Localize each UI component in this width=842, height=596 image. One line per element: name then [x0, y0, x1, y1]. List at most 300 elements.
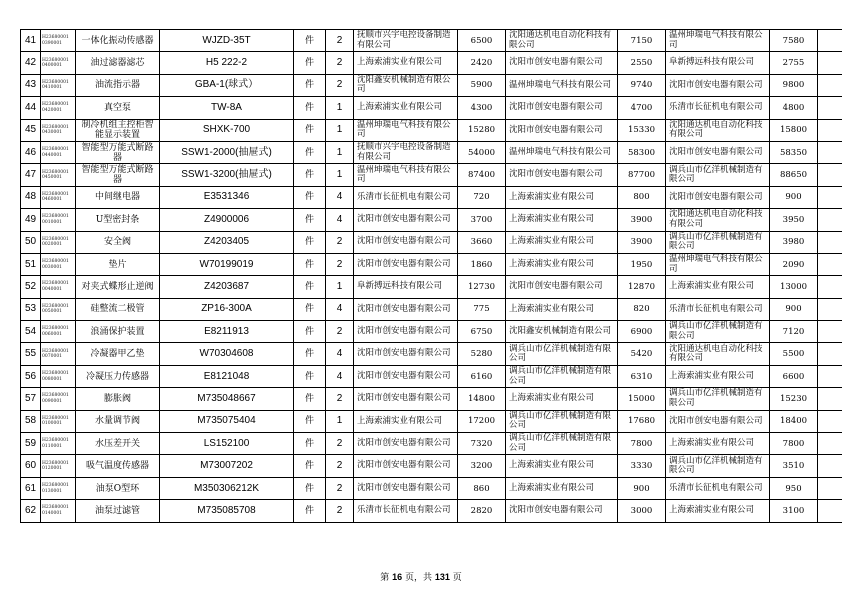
price-2: 87700 [618, 164, 666, 186]
table-row [21, 388, 842, 410]
supplier-1: 上海索浦实业有限公司 [354, 97, 458, 119]
item-model: M350306212K [160, 477, 294, 499]
item-unit: 件 [294, 388, 326, 410]
item-quantity: 2 [326, 231, 354, 253]
material-code: H23680001 0040001 [41, 276, 76, 298]
price-1: 720 [458, 186, 506, 208]
item-unit: 件 [294, 74, 326, 96]
supplier-3: 温州坤瑞电气科技有限公司 [666, 30, 770, 52]
row-number: 45 [21, 119, 41, 141]
item-quantity: 2 [326, 433, 354, 455]
empty-cell [818, 365, 842, 387]
empty-cell [818, 119, 842, 141]
material-code: H23680001 0140001 [41, 500, 76, 522]
price-1: 860 [458, 477, 506, 499]
item-model: W70199019 [160, 253, 294, 275]
supplier-1: 阜新搏远科技有限公司 [354, 276, 458, 298]
price-3: 7800 [770, 433, 818, 455]
item-name: 冷凝器甲乙垫 [76, 343, 160, 365]
row-number: 58 [21, 410, 41, 432]
row-number: 61 [21, 477, 41, 499]
supplier-3: 上海索浦实业有限公司 [666, 433, 770, 455]
item-quantity: 1 [326, 97, 354, 119]
table-row [21, 276, 842, 298]
table-row [21, 141, 842, 163]
price-3: 5500 [770, 343, 818, 365]
item-quantity: 2 [326, 455, 354, 477]
row-number: 57 [21, 388, 41, 410]
table-row [21, 209, 842, 231]
supplier-2: 调兵山市亿洋机械制造有限公司 [506, 365, 618, 387]
material-code: H23680001 0120001 [41, 455, 76, 477]
item-unit: 件 [294, 276, 326, 298]
supplier-2: 沈阳市创安电器有限公司 [506, 119, 618, 141]
row-number: 47 [21, 164, 41, 186]
item-model: E8211913 [160, 321, 294, 343]
supplier-2: 沈阳通达机电自动化科技有限公司 [506, 30, 618, 52]
item-name: 硅整流二极管 [76, 298, 160, 320]
item-unit: 件 [294, 500, 326, 522]
material-code: H23680001 0440001 [41, 141, 76, 163]
item-unit: 件 [294, 433, 326, 455]
supplier-3: 调兵山市亿洋机械制造有限公司 [666, 455, 770, 477]
item-model: E8121048 [160, 365, 294, 387]
item-model: GBA-1(球式） [160, 74, 294, 96]
supplier-1: 沈阳市创安电器有限公司 [354, 433, 458, 455]
item-model: W70304608 [160, 343, 294, 365]
item-unit: 件 [294, 298, 326, 320]
material-code: H23680001 0110001 [41, 433, 76, 455]
table-row [21, 433, 842, 455]
supplier-3: 乐清市长征机电有限公司 [666, 298, 770, 320]
supplier-2: 上海索浦实业有限公司 [506, 231, 618, 253]
price-3: 3950 [770, 209, 818, 231]
price-2: 3900 [618, 209, 666, 231]
price-3: 7580 [770, 30, 818, 52]
item-model: Z4203687 [160, 276, 294, 298]
empty-cell [818, 500, 842, 522]
page-footer [0, 570, 842, 583]
supplier-3: 阜新搏远科技有限公司 [666, 52, 770, 74]
material-code: H23680001 0450001 [41, 164, 76, 186]
supplier-2: 上海索浦实业有限公司 [506, 388, 618, 410]
material-code: H23680001 0410001 [41, 74, 76, 96]
item-quantity: 1 [326, 164, 354, 186]
item-model: E3531346 [160, 186, 294, 208]
item-unit: 件 [294, 343, 326, 365]
table-row [21, 74, 842, 96]
item-name: 水量调节阀 [76, 410, 160, 432]
table-row [21, 119, 842, 141]
price-3: 3100 [770, 500, 818, 522]
item-unit: 件 [294, 186, 326, 208]
price-3: 900 [770, 298, 818, 320]
row-number: 54 [21, 321, 41, 343]
price-1: 2420 [458, 52, 506, 74]
supplier-2: 上海索浦实业有限公司 [506, 186, 618, 208]
item-name: 吸气温度传感器 [76, 455, 160, 477]
item-model: Z4900006 [160, 209, 294, 231]
price-2: 4700 [618, 97, 666, 119]
supplier-1: 上海索浦实业有限公司 [354, 410, 458, 432]
price-1: 54000 [458, 141, 506, 163]
material-code: H23680001 0030001 [41, 253, 76, 275]
empty-cell [818, 298, 842, 320]
item-name: 智能型万能式断路器 [76, 164, 160, 186]
price-3: 3510 [770, 455, 818, 477]
supplier-2: 沈阳市创安电器有限公司 [506, 164, 618, 186]
supplier-1: 沈阳市创安电器有限公司 [354, 477, 458, 499]
price-2: 7150 [618, 30, 666, 52]
empty-cell [818, 433, 842, 455]
supplier-1: 沈阳市创安电器有限公司 [354, 365, 458, 387]
item-quantity: 2 [326, 321, 354, 343]
material-code: H23680001 0130001 [41, 477, 76, 499]
item-model: TW-8A [160, 97, 294, 119]
item-unit: 件 [294, 365, 326, 387]
price-3: 2090 [770, 253, 818, 275]
item-unit: 件 [294, 52, 326, 74]
item-quantity: 2 [326, 30, 354, 52]
supplier-3: 调兵山市亿洋机械制造有限公司 [666, 321, 770, 343]
empty-cell [818, 477, 842, 499]
empty-cell [818, 209, 842, 231]
supplier-1: 沈阳市创安电器有限公司 [354, 253, 458, 275]
current-page: 16 [392, 572, 403, 582]
item-model: WJZD-35T [160, 30, 294, 52]
row-number: 55 [21, 343, 41, 365]
supplier-3: 上海索浦实业有限公司 [666, 500, 770, 522]
item-quantity: 4 [326, 209, 354, 231]
item-name: 水压差开关 [76, 433, 160, 455]
table-row [21, 52, 842, 74]
supplier-2: 沈阳市创安电器有限公司 [506, 500, 618, 522]
price-3: 900 [770, 186, 818, 208]
supplier-3: 调兵山市亿洋机械制造有限公司 [666, 388, 770, 410]
item-name: 垫片 [76, 253, 160, 275]
supplier-1: 温州坤瑞电气科技有限公司 [354, 119, 458, 141]
row-number: 62 [21, 500, 41, 522]
supplier-1: 沈阳市创安电器有限公司 [354, 455, 458, 477]
supplier-3: 沈阳通达机电自动化科技有限公司 [666, 119, 770, 141]
supplier-1: 沈阳市创安电器有限公司 [354, 321, 458, 343]
item-quantity: 2 [326, 74, 354, 96]
item-unit: 件 [294, 141, 326, 163]
empty-cell [818, 30, 842, 52]
item-model: M735048667 [160, 388, 294, 410]
item-model: M735085708 [160, 500, 294, 522]
price-1: 17200 [458, 410, 506, 432]
price-1: 6160 [458, 365, 506, 387]
price-2: 820 [618, 298, 666, 320]
item-quantity: 1 [326, 276, 354, 298]
table-row [21, 298, 842, 320]
supplier-1: 乐清市长征机电有限公司 [354, 186, 458, 208]
price-1: 2820 [458, 500, 506, 522]
price-1: 12730 [458, 276, 506, 298]
price-2: 900 [618, 477, 666, 499]
price-2: 2550 [618, 52, 666, 74]
price-1: 1860 [458, 253, 506, 275]
supplier-2: 沈阳市创安电器有限公司 [506, 52, 618, 74]
supplier-2: 上海索浦实业有限公司 [506, 253, 618, 275]
supplier-1: 抚顺市兴宇电控设备制造有限公司 [354, 30, 458, 52]
item-unit: 件 [294, 477, 326, 499]
price-3: 950 [770, 477, 818, 499]
supplier-2: 上海索浦实业有限公司 [506, 209, 618, 231]
price-3: 15230 [770, 388, 818, 410]
material-code: H23680001 0460001 [41, 186, 76, 208]
empty-cell [818, 141, 842, 163]
item-name: 安全阀 [76, 231, 160, 253]
row-number: 56 [21, 365, 41, 387]
price-1: 5900 [458, 74, 506, 96]
price-1: 3200 [458, 455, 506, 477]
price-2: 1950 [618, 253, 666, 275]
item-model: ZP16-300A [160, 298, 294, 320]
empty-cell [818, 321, 842, 343]
supplier-3: 调兵山市亿洋机械制造有限公司 [666, 164, 770, 186]
price-2: 9740 [618, 74, 666, 96]
supplier-3: 沈阳通达机电自动化科技有限公司 [666, 343, 770, 365]
table-row [21, 365, 842, 387]
empty-cell [818, 343, 842, 365]
row-number: 46 [21, 141, 41, 163]
supplier-3: 沈阳市创安电器有限公司 [666, 74, 770, 96]
material-code: H23680001 0090001 [41, 388, 76, 410]
supplier-3: 温州坤瑞电气科技有限公司 [666, 253, 770, 275]
item-name: 膨胀阀 [76, 388, 160, 410]
row-number: 52 [21, 276, 41, 298]
footer-prefix: 第 [380, 573, 390, 583]
item-unit: 件 [294, 231, 326, 253]
price-1: 3700 [458, 209, 506, 231]
item-unit: 件 [294, 164, 326, 186]
price-2: 3330 [618, 455, 666, 477]
item-name: 油过滤器滤芯 [76, 52, 160, 74]
item-name: 浪涌保护装置 [76, 321, 160, 343]
table-row [21, 343, 842, 365]
item-quantity: 2 [326, 500, 354, 522]
item-model: LS152100 [160, 433, 294, 455]
item-quantity: 4 [326, 365, 354, 387]
item-unit: 件 [294, 321, 326, 343]
row-number: 53 [21, 298, 41, 320]
supplier-2: 沈阳鑫安机械制造有限公司 [506, 321, 618, 343]
item-model: H5 222-2 [160, 52, 294, 74]
row-number: 42 [21, 52, 41, 74]
empty-cell [818, 74, 842, 96]
item-name: 智能型万能式断路器 [76, 141, 160, 163]
supplier-1: 沈阳鑫安机械制造有限公司 [354, 74, 458, 96]
table-row [21, 477, 842, 499]
price-comparison-table [20, 29, 842, 523]
price-1: 775 [458, 298, 506, 320]
empty-cell [818, 97, 842, 119]
supplier-3: 调兵山市亿洋机械制造有限公司 [666, 231, 770, 253]
empty-cell [818, 164, 842, 186]
price-3: 3980 [770, 231, 818, 253]
supplier-1: 沈阳市创安电器有限公司 [354, 388, 458, 410]
price-2: 5420 [618, 343, 666, 365]
material-code: H23680001 0060001 [41, 321, 76, 343]
material-code: H23680001 0420001 [41, 97, 76, 119]
item-quantity: 4 [326, 298, 354, 320]
supplier-2: 调兵山市亿洋机械制造有限公司 [506, 410, 618, 432]
price-2: 58300 [618, 141, 666, 163]
price-1: 5280 [458, 343, 506, 365]
price-3: 88650 [770, 164, 818, 186]
price-3: 15800 [770, 119, 818, 141]
supplier-2: 调兵山市亿洋机械制造有限公司 [506, 433, 618, 455]
item-quantity: 4 [326, 343, 354, 365]
footer-middle: 页，共 [404, 573, 432, 583]
supplier-2: 温州坤瑞电气科技有限公司 [506, 74, 618, 96]
supplier-3: 沈阳市创安电器有限公司 [666, 141, 770, 163]
material-code: H23680001 0400001 [41, 52, 76, 74]
table-row [21, 410, 842, 432]
supplier-1: 抚顺市兴宇电控设备制造有限公司 [354, 141, 458, 163]
total-pages: 131 [434, 572, 450, 582]
empty-cell [818, 276, 842, 298]
material-code: H23680001 0390001 [41, 30, 76, 52]
table-body [21, 30, 842, 523]
row-number: 41 [21, 30, 41, 52]
price-2: 12870 [618, 276, 666, 298]
price-2: 15330 [618, 119, 666, 141]
item-unit: 件 [294, 455, 326, 477]
item-quantity: 2 [326, 388, 354, 410]
row-number: 48 [21, 186, 41, 208]
table-row [21, 321, 842, 343]
item-model: M73007202 [160, 455, 294, 477]
empty-cell [818, 186, 842, 208]
item-unit: 件 [294, 97, 326, 119]
item-name: 油泵O型环 [76, 477, 160, 499]
table-row [21, 455, 842, 477]
table-row [21, 164, 842, 186]
material-code: H23680001 0100001 [41, 410, 76, 432]
supplier-3: 沈阳市创安电器有限公司 [666, 410, 770, 432]
price-1: 3660 [458, 231, 506, 253]
item-unit: 件 [294, 253, 326, 275]
supplier-3: 乐清市长征机电有限公司 [666, 477, 770, 499]
supplier-2: 上海索浦实业有限公司 [506, 298, 618, 320]
supplier-2: 温州坤瑞电气科技有限公司 [506, 141, 618, 163]
footer-suffix: 页 [452, 573, 462, 583]
price-1: 15280 [458, 119, 506, 141]
table-row [21, 253, 842, 275]
material-code: H23680001 0010001 [41, 209, 76, 231]
material-code: H23680001 0050001 [41, 298, 76, 320]
material-code: H23680001 0080001 [41, 365, 76, 387]
price-1: 87400 [458, 164, 506, 186]
empty-cell [818, 253, 842, 275]
row-number: 60 [21, 455, 41, 477]
row-number: 49 [21, 209, 41, 231]
item-quantity: 2 [326, 477, 354, 499]
price-3: 58350 [770, 141, 818, 163]
supplier-3: 上海索浦实业有限公司 [666, 365, 770, 387]
empty-cell [818, 410, 842, 432]
empty-cell [818, 455, 842, 477]
empty-cell [818, 388, 842, 410]
item-model: SSW1-3200(抽屉式) [160, 164, 294, 186]
row-number: 44 [21, 97, 41, 119]
supplier-1: 乐清市长征机电有限公司 [354, 500, 458, 522]
price-3: 18400 [770, 410, 818, 432]
item-unit: 件 [294, 119, 326, 141]
material-code: H23680001 0070001 [41, 343, 76, 365]
item-quantity: 1 [326, 141, 354, 163]
price-2: 3000 [618, 500, 666, 522]
price-3: 6600 [770, 365, 818, 387]
supplier-3: 上海索浦实业有限公司 [666, 276, 770, 298]
supplier-1: 沈阳市创安电器有限公司 [354, 298, 458, 320]
item-name: 一体化振动传感器 [76, 30, 160, 52]
price-3: 7120 [770, 321, 818, 343]
item-quantity: 1 [326, 410, 354, 432]
item-model: M735075404 [160, 410, 294, 432]
row-number: 50 [21, 231, 41, 253]
supplier-2: 上海索浦实业有限公司 [506, 477, 618, 499]
item-name: 中间继电器 [76, 186, 160, 208]
supplier-2: 调兵山市亿洋机械制造有限公司 [506, 343, 618, 365]
table-row [21, 186, 842, 208]
supplier-3: 乐清市长征机电有限公司 [666, 97, 770, 119]
price-1: 6750 [458, 321, 506, 343]
supplier-1: 沈阳市创安电器有限公司 [354, 209, 458, 231]
supplier-1: 沈阳市创安电器有限公司 [354, 231, 458, 253]
price-2: 6310 [618, 365, 666, 387]
price-3: 9800 [770, 74, 818, 96]
row-number: 51 [21, 253, 41, 275]
item-name: 真空泵 [76, 97, 160, 119]
item-model: SSW1-2000(抽屉式) [160, 141, 294, 163]
price-2: 3900 [618, 231, 666, 253]
item-name: 制冷机组主控柜智能显示装置 [76, 119, 160, 141]
item-model: Z4203405 [160, 231, 294, 253]
item-unit: 件 [294, 209, 326, 231]
price-2: 15000 [618, 388, 666, 410]
price-1: 7320 [458, 433, 506, 455]
supplier-1: 温州坤瑞电气科技有限公司 [354, 164, 458, 186]
item-unit: 件 [294, 410, 326, 432]
supplier-1: 沈阳市创安电器有限公司 [354, 343, 458, 365]
supplier-3: 沈阳通达机电自动化科技有限公司 [666, 209, 770, 231]
supplier-3: 沈阳市创安电器有限公司 [666, 186, 770, 208]
item-unit: 件 [294, 30, 326, 52]
item-quantity: 2 [326, 253, 354, 275]
item-name: 对夹式蝶形止逆阀 [76, 276, 160, 298]
table-row [21, 30, 842, 52]
price-1: 14800 [458, 388, 506, 410]
price-2: 800 [618, 186, 666, 208]
table-row [21, 231, 842, 253]
price-3: 4800 [770, 97, 818, 119]
price-1: 6500 [458, 30, 506, 52]
item-quantity: 4 [326, 186, 354, 208]
material-code: H23680001 0020001 [41, 231, 76, 253]
supplier-2: 沈阳市创安电器有限公司 [506, 97, 618, 119]
table-row [21, 97, 842, 119]
empty-cell [818, 231, 842, 253]
row-number: 59 [21, 433, 41, 455]
row-number: 43 [21, 74, 41, 96]
item-quantity: 1 [326, 119, 354, 141]
item-quantity: 2 [326, 52, 354, 74]
price-2: 6900 [618, 321, 666, 343]
